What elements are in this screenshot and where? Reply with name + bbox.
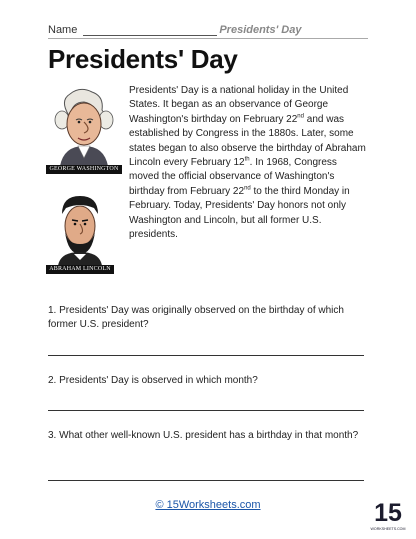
lincoln-caption: ABRAHAM LINCOLN <box>46 265 114 274</box>
question-number: 2. <box>48 375 57 386</box>
washington-caption: GEORGE WASHINGTON <box>46 165 122 174</box>
question-text: Presidents' Day was originally observed on the birthday of which former U.S. president? <box>48 305 344 331</box>
page-title: Presidents' Day <box>48 44 238 74</box>
copyright-link[interactable]: © 15Worksheets.com <box>155 499 261 511</box>
passage-text: to the third Monday in February. Today, Presidents' Day honors not only Washington and Lincoln, but all former U.S. presidents. <box>129 185 350 241</box>
question-2 <box>48 374 366 388</box>
answer-line-2[interactable] <box>48 410 364 411</box>
passage-text: and was established by Congress in the 1880s. Later, some states began to also observe the birthday of Abraham Lincoln every February 12 <box>129 113 366 169</box>
logo-number: 15 <box>374 499 402 527</box>
reading-passage <box>129 84 367 242</box>
ordinal-suffix: nd <box>297 113 304 120</box>
ordinal-suffix: th <box>244 156 250 163</box>
george-washington-portrait-icon <box>46 84 122 166</box>
logo-text: WORKSHEETS.COM <box>370 527 406 531</box>
question-text: What other well-known U.S. president has a birthday in that month? <box>59 430 359 441</box>
sheet-title: Presidents' Day <box>219 24 302 36</box>
abraham-lincoln-portrait <box>46 188 114 274</box>
question-1 <box>48 304 366 333</box>
question-3 <box>48 429 366 443</box>
name-field[interactable] <box>83 26 217 36</box>
ordinal-suffix: nd <box>244 185 251 192</box>
answer-line-3[interactable] <box>48 480 364 481</box>
answer-line-1[interactable] <box>48 355 364 356</box>
passage-text: Presidents' Day is a national holiday in the United States. It began as an observance of George Washington's birthday on February 22 <box>129 85 349 125</box>
name-line <box>48 24 301 36</box>
george-washington-portrait <box>46 84 122 174</box>
15worksheets-logo-icon <box>370 495 406 533</box>
abraham-lincoln-portrait-icon <box>46 188 114 266</box>
name-label: Name <box>48 24 78 36</box>
header-divider <box>48 38 368 39</box>
15worksheets-logo <box>370 495 406 533</box>
passage-text: . In 1968, Congress moved the official observance of Washington's birthday from February 22 <box>129 157 337 197</box>
question-number: 1. <box>48 305 57 316</box>
question-number: 3. <box>48 430 57 441</box>
question-text: Presidents' Day is observed in which month? <box>59 375 258 386</box>
